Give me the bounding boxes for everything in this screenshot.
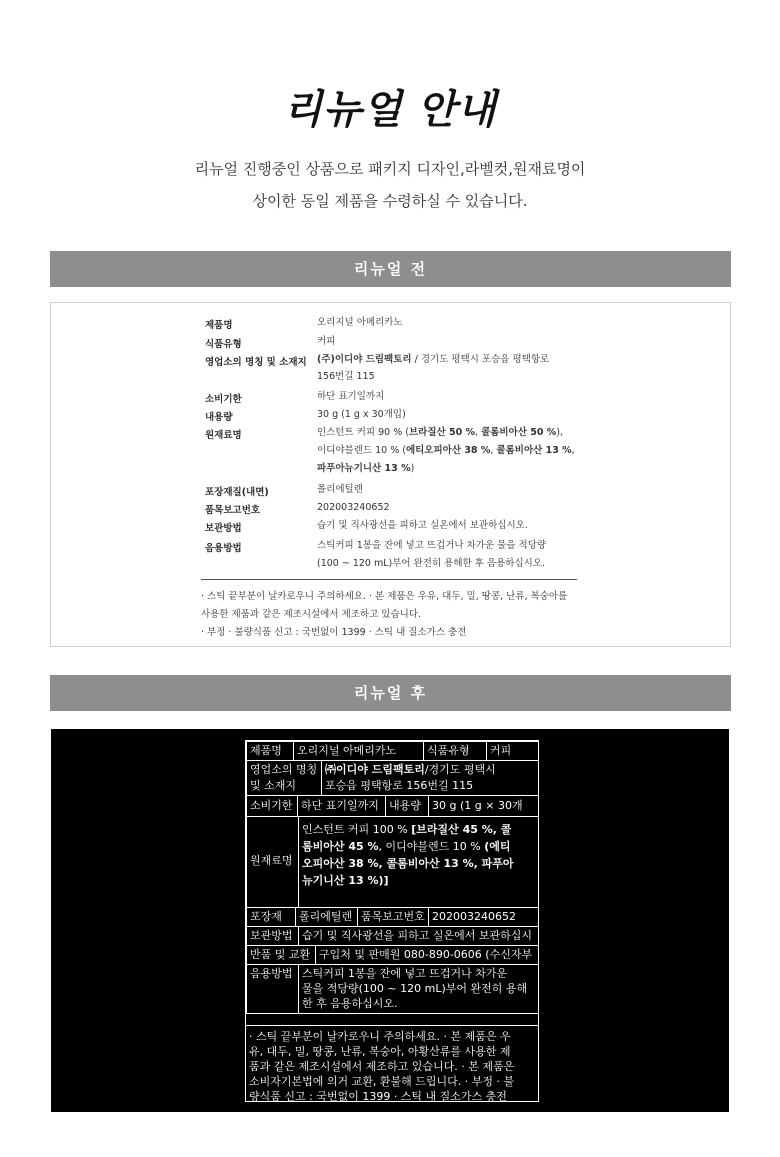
- before-renewal-heading: 리뉴얼 전: [50, 251, 731, 287]
- ingredient-text: ,: [475, 427, 482, 438]
- info-label: 식품유형: [205, 339, 242, 350]
- after-renewal-label-image: [51, 729, 729, 1112]
- ingredient-text: ,: [571, 445, 575, 456]
- label-text: , 이디야블렌드 10 %: [378, 840, 485, 853]
- ingredient-text: 파푸아뉴기니산 13 %: [317, 463, 411, 474]
- ingredient-text: 인스턴트 커피 90 % (: [317, 427, 409, 438]
- ingredient-text: 브라질산 50 %: [408, 427, 476, 438]
- label-text: 량식품 신고 : 국번없이 1399 · 스틱 내 질소가스 충전: [249, 1090, 507, 1102]
- info-value: 오리지널 아메리카노: [317, 317, 403, 328]
- label-cell: 폴리에틸렌: [295, 907, 358, 927]
- label-cell: 구입처 및 판매원 080-890-0606 (수신자부: [315, 945, 539, 965]
- maker-address: / 경기도 평택시 포승읍 평택항로: [411, 354, 550, 365]
- caution-note: · 스틱 끝부분이 날카로우니 주의하세요. · 본 제품은 우유, 대두, 밀, 땅콩, 난류, 복숭아를: [201, 591, 568, 602]
- info-label: 보관방법: [205, 523, 242, 534]
- label-cell: 202003240652: [428, 907, 539, 927]
- label-cell: 식품유형: [423, 741, 487, 761]
- info-label: 원재료명: [205, 430, 242, 441]
- info-label: 품목보고번호: [205, 505, 261, 516]
- caution-note: 사용한 제품과 같은 제조시설에서 제조하고 있습니다.: [201, 609, 422, 620]
- label-cell: [298, 964, 539, 1014]
- ingredient-text: ),: [556, 427, 564, 438]
- info-label: 음용방법: [205, 543, 242, 554]
- product-label-panel: [245, 740, 539, 1102]
- ingredient-text: 에티오피아산 38 %: [405, 445, 491, 456]
- label-cell: 하단 표기일까지: [297, 795, 386, 817]
- label-cell: 소비기한: [246, 795, 298, 817]
- caution-note: · 부정 · 불량식품 신고 : 국번없이 1399 · 스틱 내 질소가스 충전: [201, 627, 467, 638]
- info-label: 영업소의 명칭 및 소재지: [205, 357, 307, 368]
- info-label: 제품명: [205, 320, 233, 331]
- label-cell: 포장재: [246, 907, 296, 927]
- ingredient-text: 콜롬비아산 13 %: [496, 445, 572, 456]
- info-value: 30 g (1 g x 30개입): [317, 409, 406, 420]
- maker-name: (주)이디야 드림팩토리: [317, 354, 412, 365]
- label-text: 뉴기니산 13 %)]: [302, 874, 389, 887]
- label-text: 소비자기본법에 의거 교환, 환불해 드립니다. · 부정 · 불: [249, 1075, 515, 1088]
- after-renewal-heading: 리뉴얼 후: [50, 675, 731, 711]
- info-label: 소비기한: [205, 394, 242, 405]
- ingredient-text: ): [410, 463, 415, 474]
- label-notes-cell: [246, 1025, 539, 1102]
- label-cell: 반품 및 교환: [246, 945, 316, 965]
- info-value: [317, 351, 622, 385]
- before-renewal-label-info: [50, 302, 731, 647]
- label-cell: [298, 816, 539, 908]
- info-label: 포장재질(내면): [205, 487, 269, 498]
- ingredient-text: 콜롬비아산 50 %: [481, 427, 557, 438]
- label-cell: 보관방법: [246, 926, 299, 946]
- info-value: [317, 424, 622, 478]
- notice-line-2: 상이한 동일 제품을 수령하실 수 있습니다.: [252, 192, 528, 210]
- info-value: 폴리에틸렌: [317, 484, 363, 495]
- info-value: [317, 537, 622, 573]
- label-text: 한 후 음용하십시오.: [302, 997, 398, 1010]
- label-cell: 내용량: [385, 795, 429, 817]
- label-cell: 음용방법: [246, 964, 299, 1014]
- label-cell: 습기 및 직사광선을 피하고 실온에서 보관하십시: [298, 926, 539, 946]
- label-text: 품과 같은 제조시설에서 제조하고 있습니다. · 본 제품은: [249, 1060, 515, 1073]
- info-value: 커피: [317, 336, 336, 347]
- label-text: 오피아산 38 %, 콜롬비아산 13 %, 파푸아: [302, 857, 514, 870]
- label-cell: 원재료명: [246, 816, 299, 908]
- usage-text: 스틱커피 1봉을 잔에 넣고 뜨겁거나 차가운 물을 적당량: [317, 540, 547, 551]
- label-text: 포승읍 평택항로 156번길 115: [325, 779, 474, 792]
- page-title: 리뉴얼 안내: [283, 87, 497, 133]
- label-text: (에티: [484, 840, 511, 853]
- label-text: 롬비아산 45 %: [302, 840, 379, 853]
- ingredient-text: ,: [490, 445, 497, 456]
- info-value: 202003240652: [317, 502, 390, 513]
- label-text: [브라질산 45 %, 콜: [411, 823, 512, 836]
- info-value: 습기 및 직사광선을 피하고 실온에서 보관하십시오.: [317, 520, 528, 531]
- usage-text: (100 ~ 120 mL)부어 완전히 용해한 후 음용하십시오.: [317, 558, 545, 569]
- label-text: /경기도 평택시: [424, 763, 496, 776]
- label-text: 인스턴트 커피 100 %: [302, 823, 412, 836]
- info-value: 하단 표기일까지: [317, 391, 385, 402]
- label-text: 영업소의 명칭: [250, 763, 318, 776]
- label-text: 유, 대두, 밀, 땅콩, 난류, 복숭아, 아황산류를 사용한 제: [249, 1045, 511, 1058]
- ingredient-text: 이디야블렌드 10 % (: [317, 445, 406, 456]
- label-text: ㈜이디야 드림팩토리: [325, 763, 425, 776]
- label-cell: [321, 760, 539, 796]
- label-cell: 제품명: [246, 741, 294, 761]
- label-cell: 커피: [486, 741, 539, 761]
- label-cell: [246, 760, 322, 796]
- label-text: 및 소재지: [250, 779, 297, 792]
- divider: [201, 579, 577, 580]
- label-cell: 30 g (1 g × 30개: [428, 795, 539, 817]
- info-label: 내용량: [205, 412, 233, 423]
- label-text: 물을 적당량(100 ~ 120 mL)부어 완전히 용해: [302, 982, 528, 995]
- notice-line-1: 리뉴얼 진행중인 상품으로 패키지 디자인,라벨컷,원재료명이: [194, 160, 586, 178]
- label-text: 스틱커피 1봉을 잔에 넣고 뜨겁거나 차가운: [302, 967, 508, 980]
- label-text: · 스틱 끝부분이 날카로우니 주의하세요. · 본 제품은 우: [249, 1030, 511, 1043]
- maker-address-2: 156번길 115: [317, 371, 375, 382]
- label-cell: 오리지널 아메리카노: [293, 741, 424, 761]
- label-cell: 품목보고번호: [357, 907, 429, 927]
